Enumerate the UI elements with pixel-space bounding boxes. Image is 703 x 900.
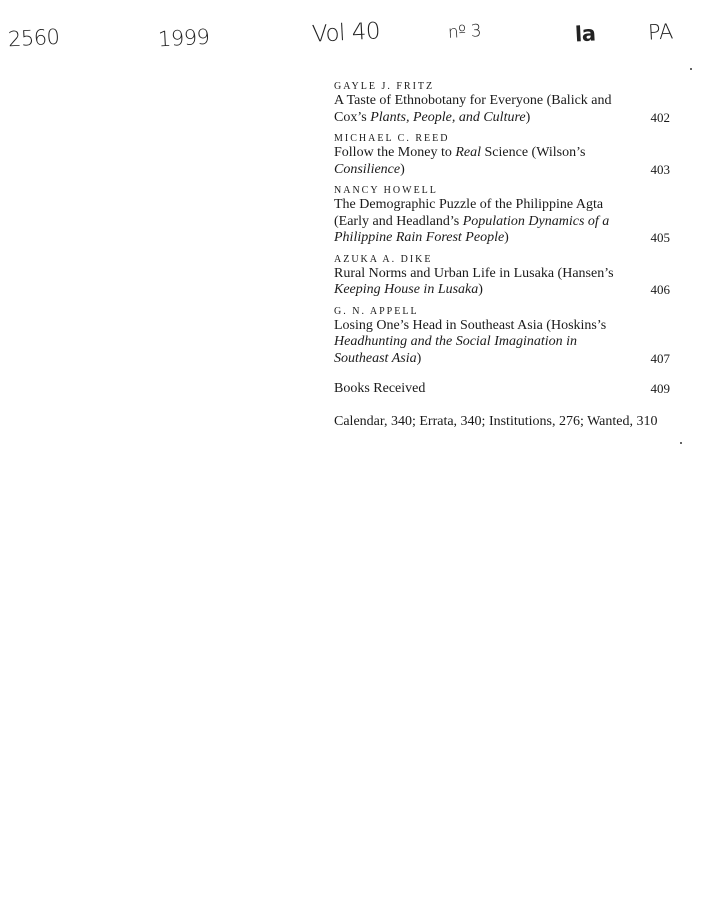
toc-title xyxy=(334,197,624,247)
books-received-label: Books Received xyxy=(334,381,426,396)
toc-title-text: ) xyxy=(416,350,422,366)
toc-title-text: The Demographic Puzzle of the Philippine Agta (Early and Headland’s xyxy=(334,197,604,229)
toc-entry xyxy=(334,318,670,368)
table-of-contents xyxy=(334,74,670,430)
toc-author: NANCY HOWELL xyxy=(334,185,438,196)
scan-speck xyxy=(690,68,692,70)
handwritten-note-code: la xyxy=(574,21,596,47)
toc-title-italic: Keeping House in Lusaka xyxy=(334,282,479,297)
toc-title xyxy=(334,145,624,178)
handwritten-note-year: 1999 xyxy=(157,24,211,52)
toc-page-number: 406 xyxy=(650,282,670,297)
toc-title-italic: Plants, People, and Culture xyxy=(370,109,526,125)
toc-page-number: 407 xyxy=(650,350,670,366)
toc-title-text: ) xyxy=(504,230,509,245)
toc-title-text: Rural Norms and Urban Life in Lusaka (Hansen’s xyxy=(334,265,614,281)
toc-title-text: A Taste of Ethnobotany for Everyone (Balick and Cox’s xyxy=(334,93,612,125)
toc-title-italic: Population Dynamics of a Philippine Rain Forest People xyxy=(334,213,610,245)
toc-page-number: 405 xyxy=(650,230,670,245)
toc-title-text: ) xyxy=(525,109,531,125)
toc-author: AZUKA A. DIKE xyxy=(334,253,433,265)
books-received-page: 409 xyxy=(650,381,670,396)
toc-page-number: 403 xyxy=(650,161,670,177)
toc-author: MICHAEL C. REED xyxy=(334,133,450,144)
toc-title-text: ) xyxy=(400,161,405,177)
toc-entry xyxy=(334,197,670,247)
toc-title xyxy=(334,93,624,126)
misc-index: Calendar, 340; Errata, 340; Institutions, 276; Wanted, 310 xyxy=(334,413,658,429)
handwritten-note-number: 2560 xyxy=(7,24,61,52)
toc-author: GAYLE J. FRITZ xyxy=(334,81,435,92)
scan-speck xyxy=(680,442,682,444)
toc-title-text: Follow the Money to xyxy=(334,145,456,160)
handwritten-note-issue: nº 3 xyxy=(447,21,482,43)
books-received-entry xyxy=(334,381,670,398)
handwritten-note-pa: PA xyxy=(647,19,674,45)
toc-title-italic: Real xyxy=(455,145,481,160)
toc-title-text: Science (Wilson’s xyxy=(481,145,586,160)
toc-title-italic: Consilience xyxy=(334,161,401,177)
toc-entry xyxy=(334,93,670,126)
toc-entries xyxy=(334,80,670,367)
toc-entry xyxy=(334,145,670,178)
toc-title xyxy=(334,318,624,368)
handwritten-note-volume: Vol 40 xyxy=(311,18,381,48)
toc-title xyxy=(334,266,624,299)
toc-title-italic: Headhunting and the Social Imagination in Southeast Asia xyxy=(334,334,578,366)
toc-title-text: Losing One’s Head in Southeast Asia (Hoskins’s xyxy=(334,317,607,333)
toc-page-number: 402 xyxy=(650,109,670,125)
toc-author: G. N. APPELL xyxy=(334,305,419,317)
toc-entry xyxy=(334,266,670,299)
toc-title-text: ) xyxy=(478,282,483,297)
